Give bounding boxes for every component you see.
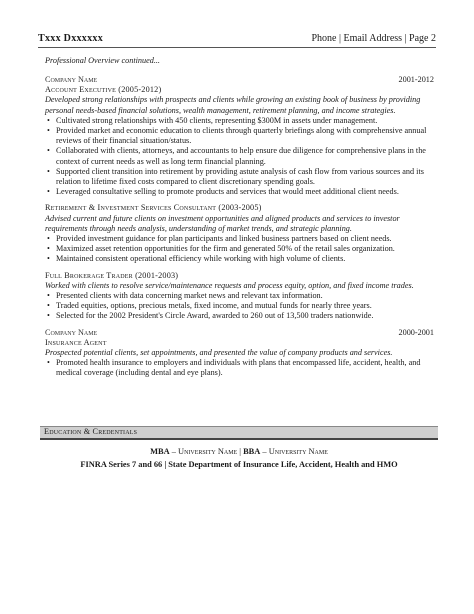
contact-line: Phone | Email Address | Page 2	[311, 33, 436, 44]
job1-bullets	[45, 116, 434, 198]
job4-company: Company Name	[45, 327, 98, 337]
job2-description: Advised current and future clients on investment opportunities and aligned products and services to investor requirements through needs analysis, understanding of market trends, and strategic planning.	[45, 213, 400, 233]
job3-bullets	[45, 291, 434, 322]
list-item: • Traded equities, options, precious metals, fixed income, and mutual funds for nearly three years.	[56, 301, 434, 311]
list-item: • Maximized asset retention opportunities for the firm and generated 50% of the retail sales organization.	[56, 244, 434, 254]
list-item: • Supported client transition into retirement by providing astute analysis of cash flow from various sources and its relation to lifetime fixed costs compared to client discretionary spending goals.	[56, 167, 434, 187]
mba-degree: MBA	[150, 447, 170, 456]
job4-description: Prospected potential clients, set appointments, and presented the value of company products and services.	[45, 347, 393, 357]
job4-dates: 2000-2001	[398, 327, 434, 337]
education-section	[40, 445, 438, 471]
job2-bullets	[45, 234, 434, 265]
job1-dates: 2001-2012	[398, 75, 434, 85]
job1-company-line	[45, 75, 434, 85]
job1-description: Developed strong relationships with prospects and clients while growing an existing book of business by providing personal needs-based financial solutions, wealth management, retirement planning, and income strategies.	[45, 95, 421, 115]
job4-company-line	[45, 328, 434, 338]
list-item: • Cultivated strong relationships with 450 clients, representing $300M in assets under management.	[56, 116, 434, 126]
job1-title: Account Executive (2005-2012)	[45, 85, 162, 95]
list-item: • Provided investment guidance for plan participants and linked business partners based on client needs.	[56, 234, 434, 244]
job4-title: Insurance Agent	[45, 337, 107, 347]
education-heading: Education & Credentials	[44, 427, 138, 436]
job3-description: Worked with clients to resolve service/maintenance requests and process equity, option, and fixed income trades.	[45, 280, 414, 290]
candidate-name: Txxx Dxxxxxx	[38, 33, 103, 44]
list-item: • Leveraged consultative selling to promote products and services that would meet additional client needs.	[56, 187, 434, 197]
overview-continued: Professional Overview continued...	[45, 56, 160, 65]
job4-bullets	[45, 358, 434, 378]
job1-company: Company Name	[45, 75, 98, 85]
credentials-line: FINRA Series 7 and 66 | State Department of Insurance Life, Accident, Health and HMO	[80, 460, 398, 469]
list-item: • Maintained consistent operational efficiency while working with high volume of clients.	[56, 254, 434, 264]
list-item: • Promoted health insurance to employers and individuals with plans that encompassed life, accident, health, and medical coverage (including dental and eye plans).	[56, 358, 434, 378]
list-item: • Selected for the 2002 President's Circle Award, awarded to 260 out of 13,500 traders nationwide.	[56, 311, 434, 321]
bba-school: – University Name	[260, 447, 328, 456]
job2-title: Retirement & Investment Services Consultant (2003-2005)	[45, 203, 262, 213]
list-item: • Provided market and economic education to clients through quarterly briefings along with comprehensive annual reviews of their financial situation/status.	[56, 126, 434, 146]
list-item: • Collaborated with clients, attorneys, and accountants to help ensure due diligence for comprehensive plans in the context of current needs as well as long term financial planning.	[56, 146, 434, 166]
bba-degree: BBA	[243, 447, 261, 456]
degrees-line	[40, 445, 438, 458]
list-item: • Presented clients with data concerning market news and relevant tax information.	[56, 291, 434, 301]
page-header	[38, 33, 436, 48]
mba-school: – University Name |	[169, 447, 244, 456]
education-heading-bar	[40, 426, 438, 440]
experience-section	[45, 56, 434, 378]
job3-title: Full Brokerage Trader (2001-2003)	[45, 270, 179, 280]
